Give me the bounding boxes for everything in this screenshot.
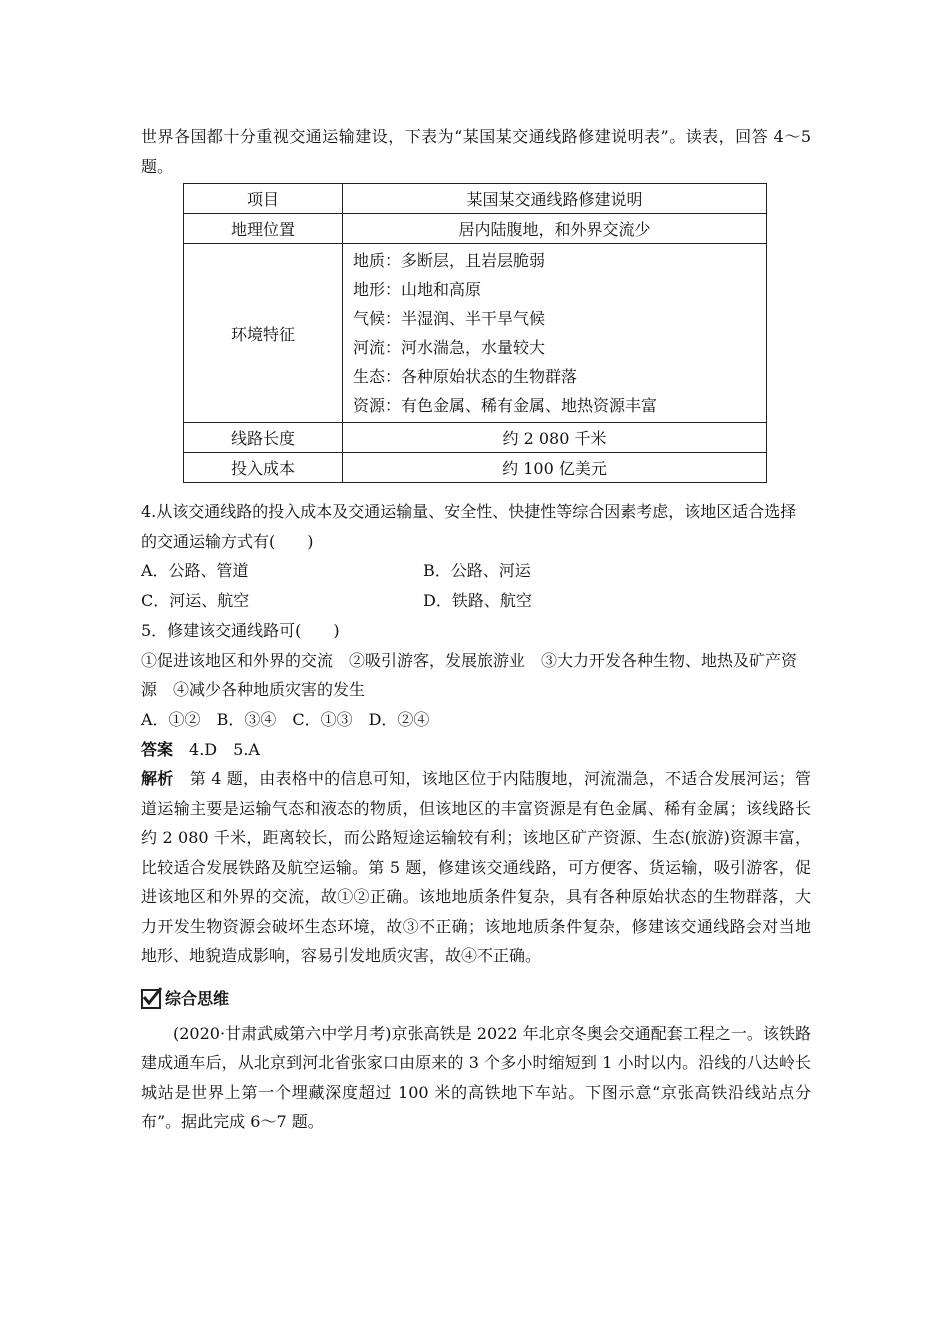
- analysis-label: 解析: [141, 769, 174, 788]
- section-title: 综合思维: [165, 988, 230, 1008]
- q5-statements: ①促进该地区和外界的交流 ②吸引游客，发展旅游业 ③大力开发各种生物、地热及矿产资源 ④减少各种地质灾害的发生: [141, 650, 798, 699]
- table-row-length: [184, 423, 767, 453]
- table-header-item: 项目: [184, 184, 343, 214]
- env-item-resources: 资源：有色金属、稀有金属、地热资源丰富: [353, 396, 658, 415]
- q5-options: [141, 705, 811, 735]
- q5-option-a: A．①②: [141, 709, 201, 729]
- q4-options-row2: [141, 586, 811, 616]
- q5-stem: 5．修建该交通线路可( ): [141, 621, 340, 640]
- q4-options-row1: [141, 556, 811, 586]
- env-values: [343, 244, 767, 423]
- q4-stem: 4.从该交通线路的投入成本及交通运输量、安全性、快捷性等综合因素考虑，该地区适合选择的交通运输方式有( ): [141, 502, 797, 551]
- info-table: [183, 183, 767, 483]
- length-label: 线路长度: [184, 423, 343, 453]
- table-row-cost: [184, 453, 767, 483]
- table-row-geo: [184, 214, 767, 244]
- geo-label: 地理位置: [184, 214, 343, 244]
- q4-option-b: B．公路、河运: [423, 561, 531, 580]
- q4-option-c: C．河运、航空: [141, 591, 250, 610]
- q5-option-c: C．①③: [292, 709, 353, 729]
- answer-text: 4.D 5.A: [189, 739, 260, 759]
- cost-value: 约 100 亿美元: [343, 453, 767, 483]
- q4-option-d: D．铁路、航空: [423, 591, 532, 610]
- geo-value: 居内陆腹地，和外界交流少: [343, 214, 767, 244]
- table-header-row: [184, 184, 767, 214]
- env-item-river: 河流：河水湍急，水量较大: [353, 338, 546, 357]
- section-heading: [141, 985, 811, 1013]
- q4-option-a: A．公路、管道: [141, 561, 249, 580]
- checkbox-icon: [141, 989, 161, 1009]
- cost-label: 投入成本: [184, 453, 343, 483]
- table-row-env: [184, 244, 767, 423]
- env-label: 环境特征: [184, 244, 343, 423]
- env-item-geology: 地质：多断层，且岩层脆弱: [353, 251, 546, 270]
- intro-paragraph: 世界各国都十分重视交通运输建设，下表为“某国某交通线路修建说明表”。读表，回答 4～5 题。: [141, 127, 811, 176]
- passage-paragraph: (2020·甘肃武威第六中学月考)京张高铁是 2022 年北京冬奥会交通配套工程之一。该铁路建成通车后，从北京到河北省张家口由原来的 3 个多小时缩短到 1 小时以内。沿线的八达岭长城站是世界上第一个埋藏深度超过 100 米的高铁地下车站。下图示意“京张高铁沿线站点分布”。据此完成 6～7 题。: [141, 1023, 811, 1131]
- table-header-desc: 某国某交通线路修建说明: [343, 184, 767, 214]
- length-value: 约 2 080 千米: [343, 423, 767, 453]
- answer-line: [141, 735, 811, 765]
- q5-option-d: D．②④: [368, 709, 430, 729]
- env-item-climate: 气候：半湿润、半干旱气候: [353, 309, 546, 328]
- env-item-terrain: 地形：山地和高原: [353, 280, 482, 299]
- answer-label: 答案: [141, 739, 174, 759]
- q5-option-b: B．③④: [216, 709, 277, 729]
- analysis-paragraph: [141, 764, 811, 971]
- page-content: [141, 122, 811, 1137]
- analysis-text: 第 4 题，由表格中的信息可知，该地区位于内陆腹地，河流湍急，不适合发展河运；管道运输主要是运输气态和液态的物质，但该地区的丰富资源是有色金属、稀有金属；该线路长约 2 080 千米，距离较长，而公路短途运输较有利；该地区矿产资源、生态(旅游)资源丰富，比较适合发展铁路及航空运输。第 5 题，修建该交通线路，可方便客、货运输，吸引游客，促进该地区和外界的交流，故①②正确。该地地质条件复杂，具有各种原始状态的生物群落，大力开发生物资源会破坏生态环境，故③不正确；该地地质条件复杂，修建该交通线路会对当地地形、地貌造成影响，容易引发地质灾害，故④不正确。: [141, 769, 811, 965]
- env-item-ecology: 生态：各种原始状态的生物群落: [353, 367, 578, 386]
